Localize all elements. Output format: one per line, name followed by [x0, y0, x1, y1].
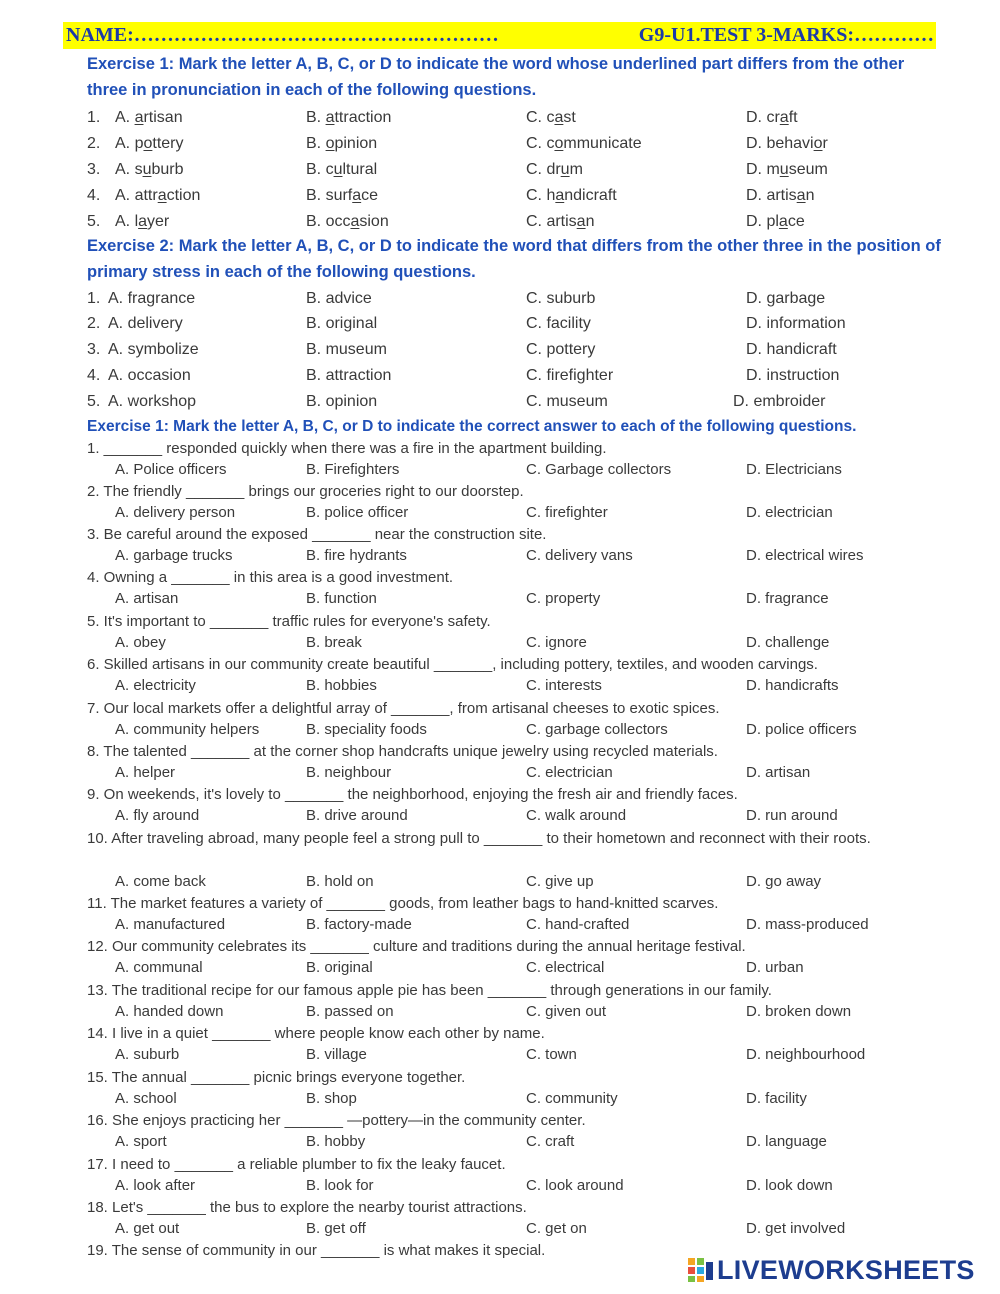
option-d: [746, 158, 828, 182]
option-a: A. delivery: [108, 315, 183, 332]
option-c: [526, 106, 576, 130]
option-d: D. urban: [746, 959, 804, 976]
option-d: D. Electricians: [746, 461, 842, 478]
question-options: [0, 1089, 1000, 1109]
option-b: B. get off: [306, 1220, 366, 1237]
option-a: A. communal: [115, 959, 203, 976]
option-b: [306, 132, 377, 156]
question-text: 8. The talented _______ at the corner shop handcrafts unique jewelry using recycled materials.: [87, 743, 718, 760]
question-options: [0, 720, 1000, 740]
option-c: C. firefighter: [526, 367, 614, 384]
option-b: [306, 184, 378, 208]
option-text-part: ttery: [152, 135, 184, 152]
question-options: [0, 1219, 1000, 1239]
option-text-part: A.: [115, 109, 135, 126]
option-c: C. interests: [526, 677, 602, 694]
option-a: A. get out: [115, 1220, 180, 1237]
option-text-part: C. c: [526, 135, 555, 152]
option-a: A. fly around: [115, 807, 200, 824]
option-a: A. fragrance: [108, 290, 196, 307]
option-c: C. hand-crafted: [526, 916, 630, 933]
exercise-1-row: [0, 158, 1000, 182]
underlined-letters: a: [352, 187, 362, 204]
option-text-part: B.: [306, 109, 326, 126]
option-a: [115, 184, 200, 208]
option-text-part: ft: [788, 109, 798, 126]
question-text: 14. I live in a quiet _______ where people know each other by name.: [87, 1025, 545, 1042]
question-options: [0, 806, 1000, 826]
option-d: D. fragrance: [746, 590, 829, 607]
option-b: B. original: [306, 315, 378, 332]
underlined-letters: a: [138, 213, 148, 230]
option-c: C. community: [526, 1090, 618, 1107]
option-text-part: ttraction: [334, 109, 392, 126]
option-d: D. instruction: [746, 367, 840, 384]
option-d: D. language: [746, 1133, 827, 1150]
question-number: 4.: [87, 187, 101, 204]
option-a: A. obey: [115, 634, 166, 651]
question-number: 2.: [87, 315, 101, 332]
option-text-part: A. attr: [115, 187, 158, 204]
option-a: A. community helpers: [115, 721, 260, 738]
option-c: C. ignore: [526, 634, 587, 651]
exercise-2-title: Exercise 2: Mark the letter A, B, C, or D to indicate the word that differs from the other three in the position of primary stress in each of the following questions.: [87, 237, 941, 281]
question-options: [0, 460, 1000, 480]
option-d: D. electrical wires: [746, 547, 864, 564]
option-text-part: rtisan: [143, 109, 183, 126]
question-options: [0, 915, 1000, 935]
option-a: [115, 132, 184, 156]
question-number: 1.: [87, 290, 101, 307]
option-b: B. hold on: [306, 873, 374, 890]
question-options: [0, 1176, 1000, 1196]
question-options: [0, 872, 1000, 892]
question-options: [0, 1132, 1000, 1152]
option-c: C. give up: [526, 873, 594, 890]
option-c: C. electrical: [526, 959, 605, 976]
option-a: A. school: [115, 1090, 177, 1107]
option-c: C. facility: [526, 315, 591, 332]
option-d: D. look down: [746, 1177, 833, 1194]
option-b: B. village: [306, 1046, 367, 1063]
option-b: [306, 106, 391, 130]
option-text-part: pinion: [334, 135, 378, 152]
option-b: B. fire hydrants: [306, 547, 407, 564]
option-b: B. Firefighters: [306, 461, 400, 478]
option-c: [526, 210, 594, 234]
liveworksheets-logo: [688, 1253, 975, 1287]
option-b: B. factory-made: [306, 916, 412, 933]
option-d: [746, 106, 798, 130]
underlined-letters: o: [143, 135, 153, 152]
underlined-letters: o: [325, 135, 335, 152]
liveworksheets-logo-text: LIVEWORKSHEETS: [717, 1255, 975, 1285]
question-text: 16. She enjoys practicing her _______ —pottery—in the community center.: [87, 1112, 586, 1129]
option-b: B. original: [306, 959, 373, 976]
question-text: 10. After traveling abroad, many people feel a strong pull to _______ to their hometown and reconnect with their roots.: [87, 830, 871, 847]
question-options: [0, 546, 1000, 566]
option-text-part: ndicraft: [564, 187, 617, 204]
question-text: 9. On weekends, it's lovely to _______ the neighborhood, enjoying the fresh air and friendly faces.: [87, 786, 738, 803]
question-options: [0, 1002, 1000, 1022]
question-text: 17. I need to _______ a reliable plumber to fix the leaky faucet.: [87, 1156, 506, 1173]
option-c: C. property: [526, 590, 601, 607]
option-text-part: ltural: [342, 161, 378, 178]
option-a: A. handed down: [115, 1003, 224, 1020]
question-options: [0, 633, 1000, 653]
option-a: A. workshop: [108, 393, 197, 410]
exercise-1-row: [0, 184, 1000, 208]
option-b: [306, 158, 377, 182]
option-text-part: D. cr: [746, 109, 780, 126]
option-d: [746, 184, 814, 208]
option-b: B. look for: [306, 1177, 374, 1194]
option-d: D. garbage: [746, 290, 826, 307]
option-a: [115, 106, 183, 130]
option-c: C. suburb: [526, 290, 596, 307]
option-c: [526, 184, 617, 208]
exercise-1-row: [0, 210, 1000, 234]
question-text: 2. The friendly _______ brings our groceries right to our doorstep.: [87, 483, 524, 500]
underlined-letters: o: [554, 135, 564, 152]
option-c: C. garbage collectors: [526, 721, 668, 738]
option-c: C. given out: [526, 1003, 607, 1020]
underlined-letters: a: [134, 109, 144, 126]
question-text: 15. The annual _______ picnic brings everyone together.: [87, 1069, 466, 1086]
option-text-part: C. artis: [526, 213, 577, 230]
option-text-part: D. behavi: [746, 135, 814, 152]
option-d: D. broken down: [746, 1003, 852, 1020]
option-a: A. garbage trucks: [115, 547, 233, 564]
option-text-part: D. artis: [746, 187, 797, 204]
option-d: D. neighbourhood: [746, 1046, 866, 1063]
test-marks-label: G9-U1.TEST 3-MARKS:…………: [638, 24, 934, 46]
option-b: B. neighbour: [306, 764, 392, 781]
option-text-part: yer: [147, 213, 170, 230]
option-b: B. drive around: [306, 807, 408, 824]
underlined-letters: a: [325, 109, 335, 126]
question-number: 4.: [87, 367, 101, 384]
exercise-2-row: [0, 338, 1000, 362]
underlined-letters: a: [554, 109, 564, 126]
option-text-part: C. c: [526, 109, 555, 126]
name-marks-header: [63, 22, 936, 49]
option-text-part: B.: [306, 135, 326, 152]
underlined-letters: a: [157, 187, 167, 204]
option-d: D. artisan: [746, 764, 811, 781]
underlined-letters: a: [778, 213, 788, 230]
question-number: 2.: [87, 135, 101, 152]
liveworksheets-logo-icon: [688, 1258, 714, 1282]
option-text-part: B. c: [306, 161, 334, 178]
option-c: C. Garbage collectors: [526, 461, 672, 478]
option-d: D. handicraft: [746, 341, 837, 358]
question-options: [0, 958, 1000, 978]
question-number: 5.: [87, 213, 101, 230]
option-text-part: B. surf: [306, 187, 353, 204]
exercise-2-row: [0, 390, 1000, 414]
option-a: A. artisan: [115, 590, 179, 607]
option-a: A. symbolize: [108, 341, 199, 358]
option-text-part: A. l: [115, 213, 139, 230]
option-text-part: A. s: [115, 161, 143, 178]
option-text-part: ce: [361, 187, 379, 204]
question-options: [0, 503, 1000, 523]
option-c: C. get on: [526, 1220, 587, 1237]
underlined-letters: o: [813, 135, 823, 152]
option-b: B. hobbies: [306, 677, 377, 694]
option-text-part: st: [563, 109, 576, 126]
question-text: 7. Our local markets offer a delightful array of _______, from artisanal cheeses to exotic spices.: [87, 700, 720, 717]
option-c: [526, 132, 642, 156]
underlined-letters: u: [333, 161, 343, 178]
exercise-2-row: [0, 364, 1000, 388]
option-b: B. advice: [306, 290, 372, 307]
option-text-part: mmunicate: [563, 135, 642, 152]
option-b: B. break: [306, 634, 362, 651]
question-text: 6. Skilled artisans in our community create beautiful _______, including pottery, textiles, and wooden carvings.: [87, 656, 818, 673]
option-b: B. shop: [306, 1090, 357, 1107]
option-b: B. opinion: [306, 393, 378, 410]
underlined-letters: u: [142, 161, 152, 178]
option-text-part: sion: [359, 213, 389, 230]
option-d: D. police officers: [746, 721, 857, 738]
option-d: D. embroider: [733, 393, 826, 410]
option-c: C. pottery: [526, 341, 596, 358]
option-text-part: ce: [787, 213, 805, 230]
question-text: 5. It's important to _______ traffic rules for everyone's safety.: [87, 613, 491, 630]
option-d: D. get involved: [746, 1220, 846, 1237]
question-text: 13. The traditional recipe for our famous apple pie has been _______ through generations in our family.: [87, 982, 772, 999]
option-c: C. museum: [526, 393, 608, 410]
option-text-part: r: [822, 135, 828, 152]
underlined-letters: u: [560, 161, 570, 178]
underlined-letters: a: [576, 213, 586, 230]
question-text: 3. Be careful around the exposed _______ near the construction site.: [87, 526, 547, 543]
option-text-part: n: [805, 187, 815, 204]
option-text-part: seum: [788, 161, 828, 178]
option-c: C. electrician: [526, 764, 613, 781]
underlined-letters: a: [350, 213, 360, 230]
question-text: 4. Owning a _______ in this area is a good investment.: [87, 569, 454, 586]
option-a: A. manufactured: [115, 916, 226, 933]
question-options: [0, 676, 1000, 696]
option-text-part: D. m: [746, 161, 780, 178]
option-a: A. electricity: [115, 677, 196, 694]
option-a: A. sport: [115, 1133, 167, 1150]
option-a: A. helper: [115, 764, 176, 781]
underlined-letters: a: [555, 187, 565, 204]
question-number: 3.: [87, 341, 101, 358]
underlined-letters: u: [779, 161, 789, 178]
option-text-part: n: [585, 213, 595, 230]
question-text: 11. The market features a variety of _______ goods, from leather bags to hand-knitted scarves.: [87, 895, 719, 912]
option-c: C. walk around: [526, 807, 627, 824]
option-text-part: m: [569, 161, 583, 178]
option-a: [115, 210, 169, 234]
option-d: D. facility: [746, 1090, 807, 1107]
option-text-part: burb: [151, 161, 184, 178]
option-a: A. occasion: [108, 367, 191, 384]
option-a: A. delivery person: [115, 504, 236, 521]
option-d: D. challenge: [746, 634, 830, 651]
question-text: 19. The sense of community in our _______ is what makes it special.: [87, 1242, 546, 1259]
option-b: B. speciality foods: [306, 721, 427, 738]
option-b: B. museum: [306, 341, 387, 358]
option-text-part: C. dr: [526, 161, 561, 178]
option-d: D. handicrafts: [746, 677, 839, 694]
name-label: NAME:…………………………………….…………: [66, 24, 499, 46]
option-d: [746, 210, 805, 234]
option-text-part: A. p: [115, 135, 144, 152]
question-number: 1.: [87, 109, 101, 126]
exercise-1-row: [0, 106, 1000, 130]
question-number: 5.: [87, 393, 101, 410]
option-d: D. mass-produced: [746, 916, 869, 933]
exercise-2-row: [0, 312, 1000, 336]
option-text-part: ction: [166, 187, 201, 204]
option-c: C. town: [526, 1046, 577, 1063]
option-c: C. craft: [526, 1133, 575, 1150]
exercise-3-title: Exercise 1: Mark the letter A, B, C, or D to indicate the correct answer to each of the following questions.: [87, 418, 857, 435]
option-d: [746, 132, 828, 156]
underlined-letters: a: [796, 187, 806, 204]
question-options: [0, 763, 1000, 783]
option-text-part: D. pl: [746, 213, 779, 230]
option-text-part: B. occ: [306, 213, 351, 230]
option-b: B. hobby: [306, 1133, 366, 1150]
question-text: 12. Our community celebrates its _______ culture and traditions during the annual heritage festival.: [87, 938, 746, 955]
underlined-letters: a: [779, 109, 789, 126]
exercise-1-title: Exercise 1: Mark the letter A, B, C, or D to indicate the word whose underlined part differs from the other three in pronunciation in each of the following questions.: [87, 55, 905, 99]
question-options: [0, 589, 1000, 609]
question-text: 18. Let's _______ the bus to explore the nearby tourist attractions.: [87, 1199, 527, 1216]
option-b: B. attraction: [306, 367, 392, 384]
option-a: [115, 158, 184, 182]
option-c: C. firefighter: [526, 504, 608, 521]
option-a: A. Police officers: [115, 461, 227, 478]
option-b: B. function: [306, 590, 377, 607]
option-text-part: C. h: [526, 187, 556, 204]
question-text: 1. _______ responded quickly when there was a fire in the apartment building.: [87, 440, 607, 457]
option-a: A. come back: [115, 873, 206, 890]
exercise-1-row: [0, 132, 1000, 156]
option-c: C. delivery vans: [526, 547, 633, 564]
option-d: D. electrician: [746, 504, 833, 521]
exercise-2-row: [0, 287, 1000, 311]
option-b: B. passed on: [306, 1003, 394, 1020]
question-number: 3.: [87, 161, 101, 178]
option-a: A. look after: [115, 1177, 196, 1194]
option-d: D. information: [746, 315, 846, 332]
option-d: D. go away: [746, 873, 822, 890]
option-b: B. police officer: [306, 504, 409, 521]
option-a: A. suburb: [115, 1046, 180, 1063]
option-d: D. run around: [746, 807, 838, 824]
option-c: C. look around: [526, 1177, 624, 1194]
option-c: [526, 158, 583, 182]
question-options: [0, 1045, 1000, 1065]
option-b: [306, 210, 389, 234]
